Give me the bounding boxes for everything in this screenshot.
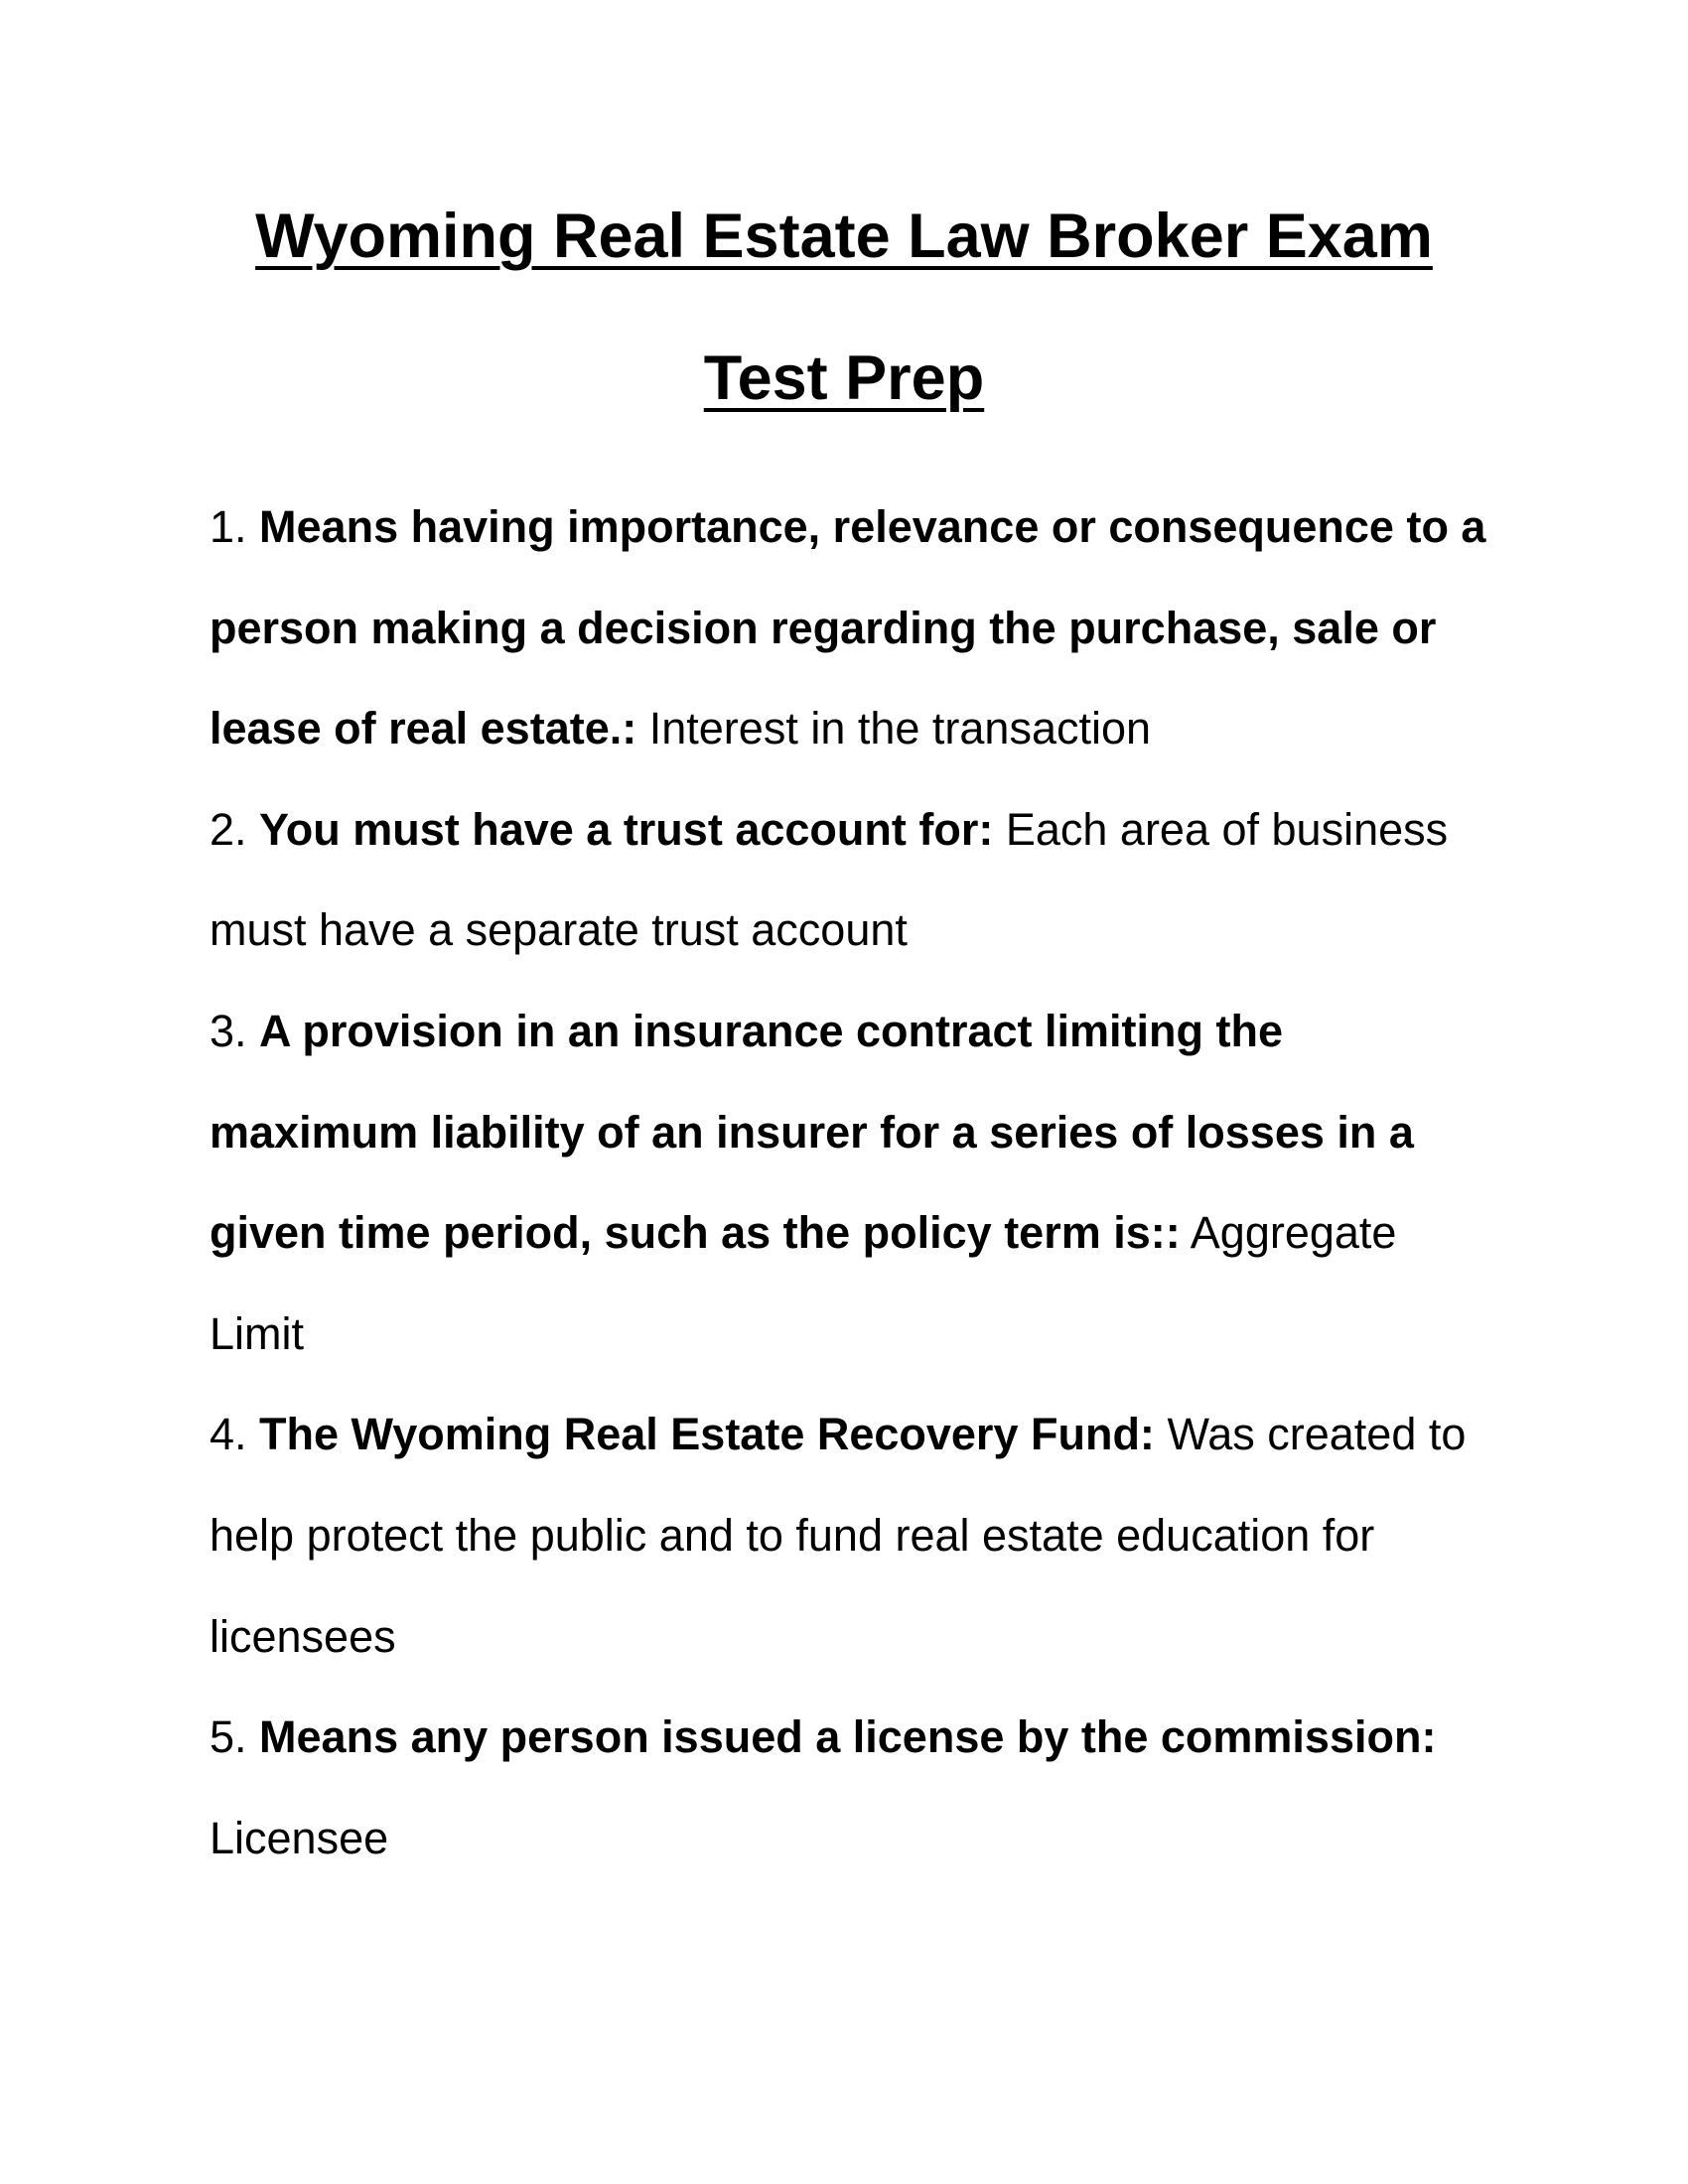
question-number: 5. [210, 1711, 247, 1763]
question-number: 4. [210, 1409, 247, 1460]
question-item-5 [210, 1687, 1500, 1888]
question-number: 1. [210, 501, 247, 552]
question-text: Means having importance, relevance or consequence to a person making a decision regarding the purchase, sale or lease of real estate.: [210, 501, 1486, 754]
answer-text: Each area of business must have a separate trust account [210, 803, 1449, 956]
question-list [210, 477, 1500, 1888]
question-text: Means any person issued a license by the commission: [259, 1711, 1437, 1763]
answer-text: Was created to help protect the public and to fund real estate education for licensees [210, 1409, 1467, 1662]
answer-text: Aggregate Limit [210, 1207, 1397, 1359]
question-number: 3. [210, 1005, 247, 1056]
question-item-4 [210, 1384, 1500, 1687]
answer-text: Interest in the transaction [648, 703, 1152, 754]
question-text: You must have a trust account for: [259, 803, 994, 855]
document-title: Wyoming Real Estate Law Broker Exam [255, 202, 1433, 271]
document-subtitle: Test Prep [703, 343, 985, 413]
question-item-2 [210, 779, 1500, 981]
question-number: 2. [210, 803, 247, 855]
question-text: The Wyoming Real Estate Recovery Fund: [259, 1409, 1155, 1460]
question-text: A provision in an insurance contract limiting the maximum liability of an insurer for a series of losses in a given time period, such as the policy term is:: [210, 1005, 1414, 1259]
answer-text: Licensee [210, 1812, 389, 1863]
question-item-1 [210, 477, 1500, 779]
question-item-3 [210, 981, 1500, 1384]
